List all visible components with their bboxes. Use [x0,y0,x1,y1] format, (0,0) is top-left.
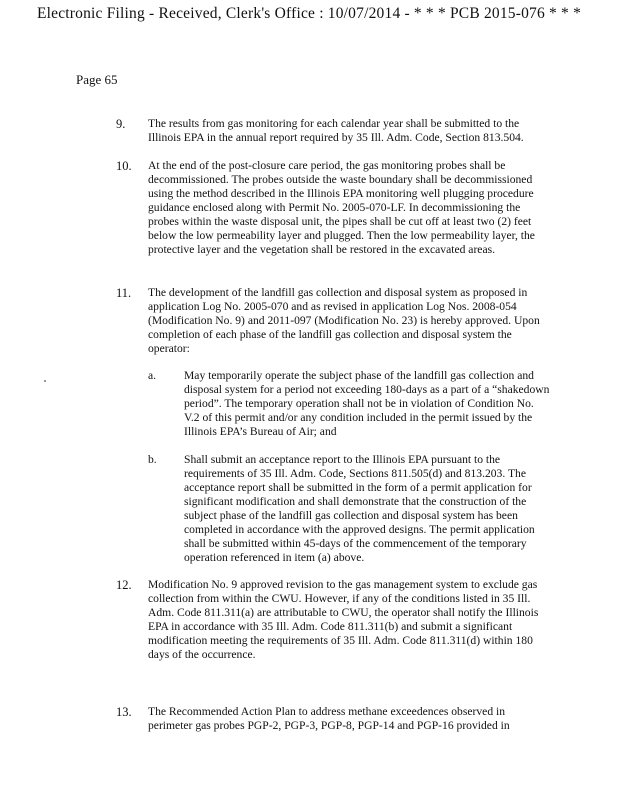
item-text: At the end of the post-closure care period, the gas monitoring probes shall be decommissioned. The probes outside the waste boundary shall be decommissioned using the method described in the Illinois EPA monitoring well plugging procedure guidance enclosed along with Permit No. 2005-070-LF. In decommissioning the probes within the waste disposal unit, the pipes shall be cut off at least two (2) feet below the low permeability layer and plugged. Then the low permeability layer, the protective layer and the vegetation shall be restored in the excavated areas. [148,159,535,256]
subitem-letter: a. [148,369,157,382]
filing-header: Electronic Filing - Received, Clerk's Office : 10/07/2014 - * * * PCB 2015-076 * * * [36,5,582,22]
scan-speck [44,380,46,382]
subitem-text: Shall submit an acceptance report to the Illinois EPA pursuant to the requirements of 35 Ill. Adm. Code, Sections 811.505(d) and 813.203. The acceptance report shall be submitted in the form of a permit application for significant modification and shall demonstrate that the construction of the subject phase of the landfill gas collection and disposal system has been completed in accordance with the approved designs. The permit application shall be submitted within 45-days of the commencement of the temporary operation referenced in item (a) above. [184,453,535,564]
item-text: The Recommended Action Plan to address methane exceedences observed in perimeter gas probes PGP-2, PGP-3, PGP-8, PGP-14 and PGP-16 provided in [148,705,510,732]
subitem-text: May temporarily operate the subject phase of the landfill gas collection and disposal system for a period not exceeding 180-days as a part of a “shakedown period”. The temporary operation shall not be in violation of Condition No. V.2 of this permit and/or any condition included in the permit issued by the Illinois EPA’s Bureau of Air; and [184,369,550,438]
item-number: 11. [116,286,132,300]
item-number: 10. [116,159,132,173]
item-number: 13. [116,705,132,719]
item-text: Modification No. 9 approved revision to the gas management system to exclude gas collection from within the CWU. However, if any of the conditions listed in 35 Ill. Adm. Code 811.311(a) are attributable to CWU, the operator shall notify the Illinois EPA in accordance with 35 Ill. Adm. Code 811.311(b) and submit a significant modification meeting the requirements of 35 Ill. Adm. Code 811.311(d) within 180 days of the occurrence. [148,578,539,661]
page-number: Page 65 [76,72,118,87]
subitem-letter: b. [148,453,157,466]
item-number: 12. [116,578,132,592]
item-number: 9. [116,117,126,131]
item-text: The development of the landfill gas collection and disposal system as proposed in application Log No. 2005-070 and as revised in application Log Nos. 2008-054 (Modification No. 9) and 2011-097 (Modification No. 23) is hereby approved. Upon completion of each phase of the landfill gas collection and disposal system the operator: [148,286,540,355]
item-text: The results from gas monitoring for each calendar year shall be submitted to the Illinois EPA in the annual report required by 35 Ill. Adm. Code, Section 813.504. [148,117,524,144]
